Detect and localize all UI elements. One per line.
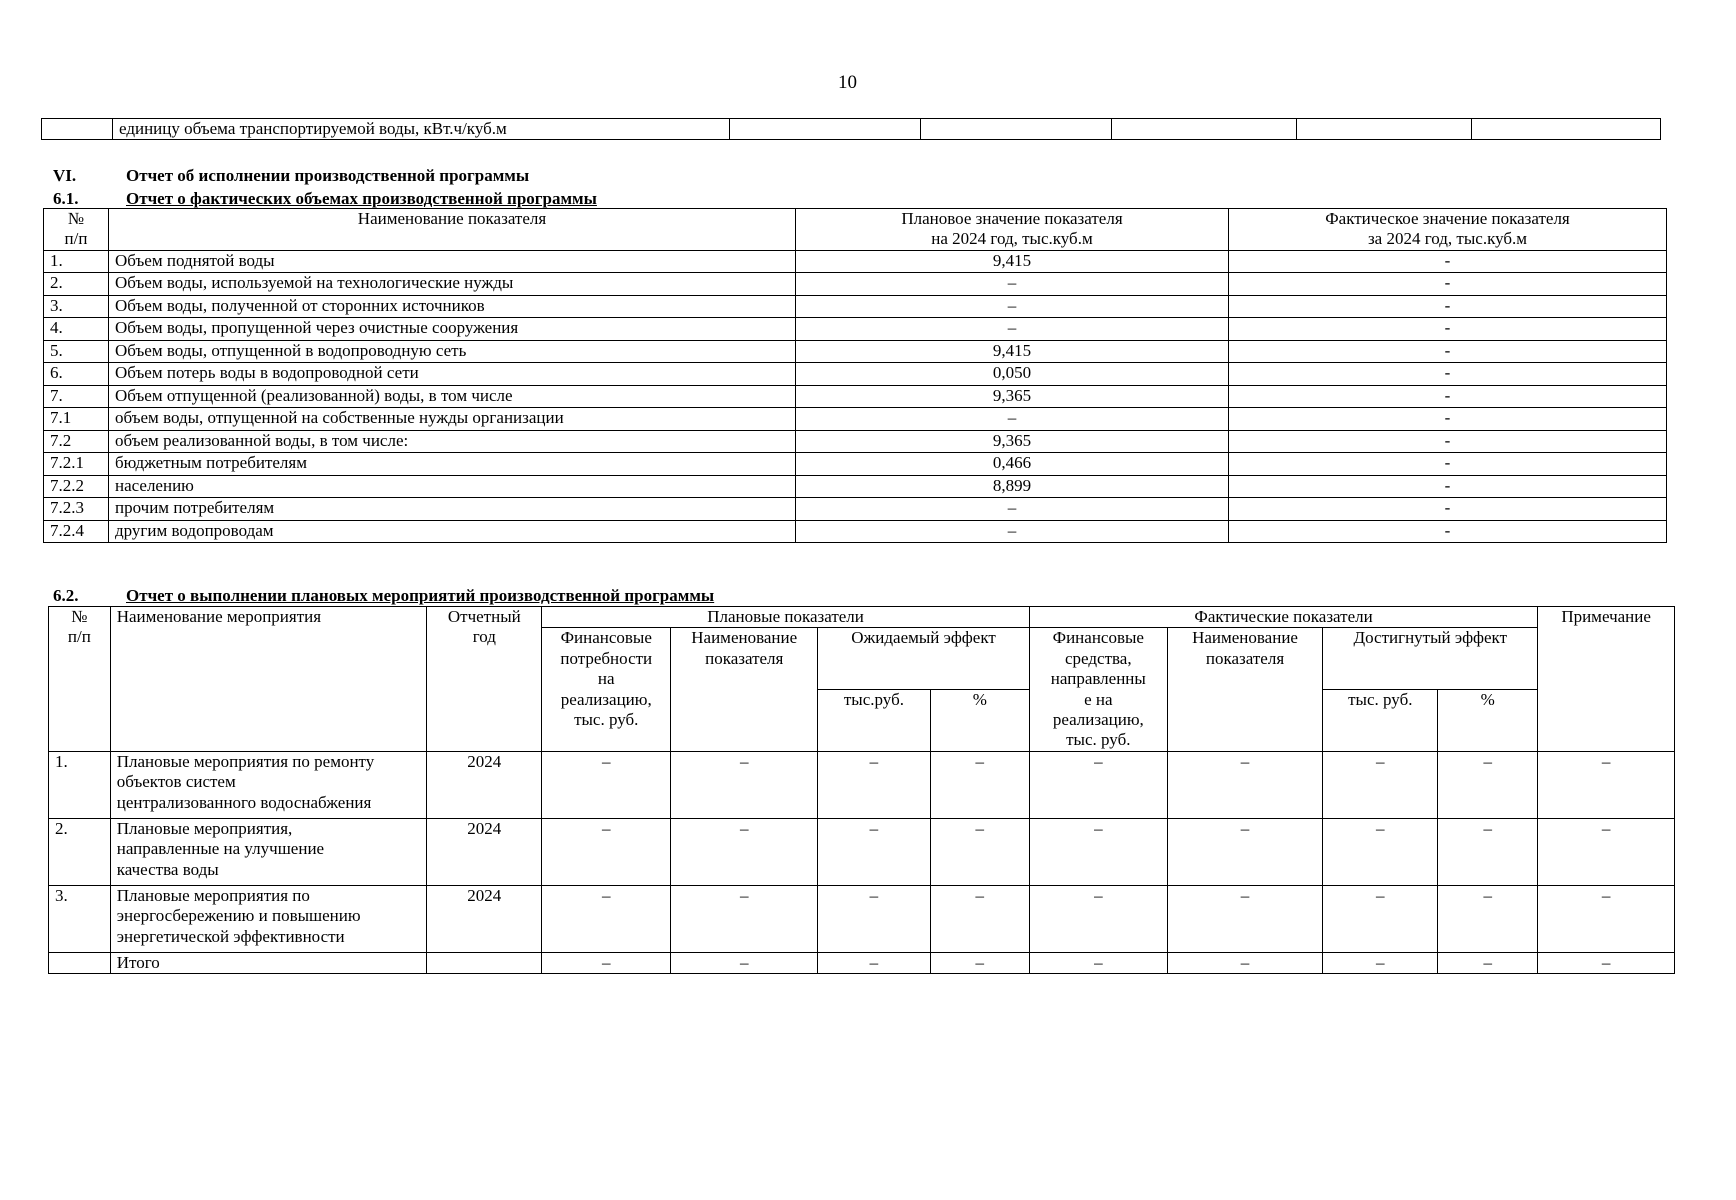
section-vi-heading: VI. Отчет об исполнении производственной программы <box>53 166 530 185</box>
table-row <box>44 273 1667 296</box>
cell-actual: - <box>1229 408 1667 431</box>
cell-name: Объем воды, пропущенной через очистные сооружения <box>109 318 796 341</box>
cell-num: 3. <box>49 885 111 952</box>
table-row <box>44 363 1667 386</box>
cell-num: 1. <box>44 250 109 273</box>
cell-value: – <box>542 818 671 885</box>
cell-value: – <box>542 751 671 818</box>
cell-planned: 8,899 <box>796 475 1229 498</box>
cell-planned: 0,466 <box>796 453 1229 476</box>
cell-value: – <box>1538 751 1675 818</box>
cell-value: – <box>1323 952 1438 973</box>
header-num: № п/п <box>44 209 109 251</box>
cell-value: – <box>818 952 930 973</box>
page-number: 10 <box>838 72 857 93</box>
header-name: Наименование мероприятия <box>110 607 427 752</box>
cell-actual: - <box>1229 318 1667 341</box>
cell-actual: - <box>1229 520 1667 543</box>
cell-actual: - <box>1229 273 1667 296</box>
cell-value: – <box>1029 952 1167 973</box>
cell-value: – <box>542 885 671 952</box>
header-name: Наименование показателя <box>109 209 796 251</box>
cell-name: объем реализованной воды, в том числе: <box>109 430 796 453</box>
cell-planned: – <box>796 318 1229 341</box>
cell-planned: – <box>796 273 1229 296</box>
table-row <box>42 119 1661 140</box>
table-row <box>44 340 1667 363</box>
header-planned: Плановое значение показателя на 2024 год, тыс.куб.м <box>796 209 1229 251</box>
header-fact-rub: тыс. руб. <box>1323 690 1438 752</box>
cell-value: – <box>542 952 671 973</box>
cell-name: Плановые мероприятия по ремонту объектов систем централизованного водоснабжения <box>110 751 427 818</box>
cell-num: 7.2.2 <box>44 475 109 498</box>
table-row <box>49 885 1675 952</box>
header-plan-fin: Финансовые потребности на реализацию, тыс. руб. <box>542 628 671 751</box>
continuation-table <box>41 118 1661 140</box>
cell-num: 5. <box>44 340 109 363</box>
table-header-row <box>49 607 1675 628</box>
table-row <box>44 475 1667 498</box>
cell-planned: 0,050 <box>796 363 1229 386</box>
table-row <box>44 408 1667 431</box>
cell-planned: 9,415 <box>796 340 1229 363</box>
header-planned-group: Плановые показатели <box>542 607 1030 628</box>
header-year: Отчетный год <box>427 607 542 752</box>
cell-num: 1. <box>49 751 111 818</box>
table-row <box>44 250 1667 273</box>
table-header-row <box>44 209 1667 251</box>
cell-name: Объем потерь воды в водопроводной сети <box>109 363 796 386</box>
cell-value: – <box>1323 818 1438 885</box>
table-row <box>44 520 1667 543</box>
cell-num: 2. <box>49 818 111 885</box>
cell-actual: - <box>1229 250 1667 273</box>
cell-value: – <box>1438 952 1538 973</box>
table-row <box>49 751 1675 818</box>
cell-value: – <box>671 751 818 818</box>
table-row <box>44 385 1667 408</box>
cell-value: – <box>671 952 818 973</box>
cell-num: 7.2.3 <box>44 498 109 521</box>
cell-actual: - <box>1229 363 1667 386</box>
table-row <box>44 430 1667 453</box>
header-plan-effect: Ожидаемый эффект <box>818 628 1030 690</box>
cell-num: 7.2.1 <box>44 453 109 476</box>
cell-value: – <box>930 952 1029 973</box>
header-plan-pct: % <box>930 690 1029 752</box>
cell-value: – <box>1167 952 1323 973</box>
cell-planned: – <box>796 295 1229 318</box>
cell-name: Итого <box>110 952 427 973</box>
cell-actual: - <box>1229 430 1667 453</box>
cell-planned: – <box>796 520 1229 543</box>
cell-value: – <box>671 885 818 952</box>
header-plan-indicator: Наименование показателя <box>671 628 818 751</box>
header-fact-pct: % <box>1438 690 1538 752</box>
cell-value: – <box>818 751 930 818</box>
cell-value: – <box>1167 818 1323 885</box>
cell-value: – <box>930 885 1029 952</box>
cell-name: прочим потребителям <box>109 498 796 521</box>
cell-num: 6. <box>44 363 109 386</box>
header-fact-fin: Финансовые средства, направленны е на реализацию, тыс. руб. <box>1029 628 1167 751</box>
cell-name: Объем воды, используемой на технологические нужды <box>109 273 796 296</box>
cell-value: – <box>1167 751 1323 818</box>
cell-planned: 9,365 <box>796 430 1229 453</box>
cell-name: другим водопроводам <box>109 520 796 543</box>
cell-value: – <box>1538 818 1675 885</box>
section-6-1-heading: 6.1. Отчет о фактических объемах производственной программы <box>53 189 597 208</box>
cell-actual: - <box>1229 340 1667 363</box>
cell-num: 2. <box>44 273 109 296</box>
header-note: Примечание <box>1538 607 1675 752</box>
cell-name: Объем воды, полученной от сторонних источников <box>109 295 796 318</box>
table-row <box>49 818 1675 885</box>
header-fact-effect: Достигнутый эффект <box>1323 628 1538 690</box>
cell-name: объем воды, отпущенной на собственные нужды организации <box>109 408 796 431</box>
cell-value: – <box>930 818 1029 885</box>
cell-value: – <box>1167 885 1323 952</box>
cell-name: Плановые мероприятия, направленные на улучшение качества воды <box>110 818 427 885</box>
cell-actual: - <box>1229 453 1667 476</box>
measures-table <box>48 606 1675 974</box>
cell-name: Объем отпущенной (реализованной) воды, в том числе <box>109 385 796 408</box>
cell-year <box>427 952 542 973</box>
cell-value: – <box>1029 751 1167 818</box>
cell-num: 7.1 <box>44 408 109 431</box>
cell-planned: – <box>796 408 1229 431</box>
cell-value: – <box>1029 818 1167 885</box>
cell-value: – <box>930 751 1029 818</box>
cell-name: бюджетным потребителям <box>109 453 796 476</box>
table-row <box>44 318 1667 341</box>
cell-year: 2024 <box>427 751 542 818</box>
header-fact-indicator: Наименование показателя <box>1167 628 1323 751</box>
table-row <box>44 498 1667 521</box>
cell-num: 4. <box>44 318 109 341</box>
cell-actual: - <box>1229 475 1667 498</box>
header-plan-rub: тыс.руб. <box>818 690 930 752</box>
cell-num: 7.2.4 <box>44 520 109 543</box>
cell-num: 7. <box>44 385 109 408</box>
table-row <box>44 295 1667 318</box>
table-row <box>44 453 1667 476</box>
cell-num <box>49 952 111 973</box>
cell-value: – <box>1438 885 1538 952</box>
cell-value: – <box>1029 885 1167 952</box>
cell-year: 2024 <box>427 818 542 885</box>
cell-value: – <box>1538 952 1675 973</box>
table-row <box>49 952 1675 973</box>
cell-name: Объем воды, отпущенной в водопроводную сеть <box>109 340 796 363</box>
cell-name: Объем поднятой воды <box>109 250 796 273</box>
cell-value: – <box>818 885 930 952</box>
cell-actual: - <box>1229 295 1667 318</box>
cell-value: – <box>1438 751 1538 818</box>
cell-actual: - <box>1229 385 1667 408</box>
row-label: единицу объема транспортируемой воды, кВт.ч/куб.м <box>113 119 730 140</box>
cell-num: 3. <box>44 295 109 318</box>
cell-name: Плановые мероприятия по энергосбережению и повышению энергетической эффективности <box>110 885 427 952</box>
cell-year: 2024 <box>427 885 542 952</box>
cell-planned: 9,415 <box>796 250 1229 273</box>
cell-planned: 9,365 <box>796 385 1229 408</box>
header-actual: Фактическое значение показателя за 2024 год, тыс.куб.м <box>1229 209 1667 251</box>
cell-actual: - <box>1229 498 1667 521</box>
cell-value: – <box>1438 818 1538 885</box>
header-num: № п/п <box>49 607 111 752</box>
cell-value: – <box>1323 751 1438 818</box>
cell-name: населению <box>109 475 796 498</box>
cell-value: – <box>818 818 930 885</box>
cell-value: – <box>1538 885 1675 952</box>
cell-value: – <box>1323 885 1438 952</box>
header-actual-group: Фактические показатели <box>1029 607 1537 628</box>
volumes-table <box>43 208 1667 543</box>
section-6-2-heading: 6.2. Отчет о выполнении плановых мероприятий производственной программы <box>53 586 715 605</box>
cell-planned: – <box>796 498 1229 521</box>
cell-value: – <box>671 818 818 885</box>
cell-num: 7.2 <box>44 430 109 453</box>
